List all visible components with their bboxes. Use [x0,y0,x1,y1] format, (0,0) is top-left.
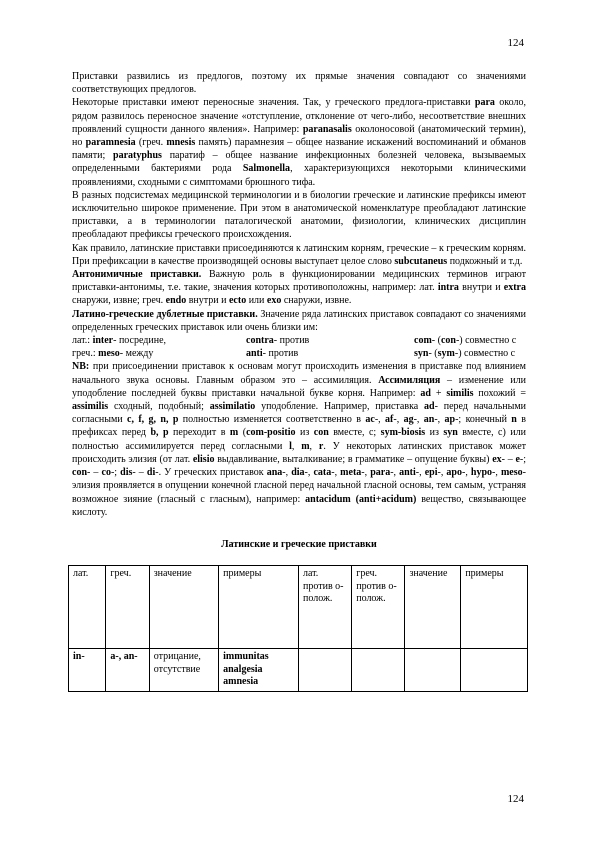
paragraph: Антонимичные приставки. Важную роль в функционировании медицинских терминов играют приставки-антонимы, т.е. такие, значения которых противоположны, например: лат. intra внутри и extra снаружи, извне; греч. endo внутри и ecto или exo снаружи, извне. [72,269,526,307]
table-row [69,649,528,692]
page-number-bottom: 124 [507,793,524,805]
paragraph: Как правило, латинские приставки присоединяются к латинским корням, греческие – к греческим корням. При префиксации в качестве производящей основы выступает целое слово subcutaneus подкожный и т.д. [72,242,526,267]
page-number-top: 124 [507,37,524,49]
paragraph: Латино-греческие дублетные приставки. Значение ряда латинских приставок совпадают со значениями определенных греческих приставок или очень близки им: [72,308,526,333]
table-title: Латинские и греческие приставки [221,538,377,550]
prefix-pair-latin: лат.: inter- посредине, contra- против com- (con-) совместно с [72,335,517,347]
table-header-cell: греч. против о- полож. [352,566,405,649]
table-cell [299,649,352,692]
text-body [72,70,526,692]
table-header-cell: значение [405,566,461,649]
table-header-cell: примеры [219,566,299,649]
table-header-cell: лат. [69,566,106,649]
paragraph-nb: NB: при присоединении приставок к основам могут происходить изменения в приставке под влиянием начального звука основы. Главным образом это – ассимиляция. Ассимиляция – изменение или уподобление последней буквы приставки начальной букве корня. Например: ad + similis похожий = assimilis сходный, подобный; assimilatio уподобление. Например, приставка ad- перед начальными согласными c, f, g, n, p полностью изменяется соответственно в ac-, af-, ag-, an-, ap-; конечный n в префиксах перед b, p переходит в m (com-positio из con вместе, с; sym-biosis из syn вместе, с) или полностью ассимилируется перед согласными l, m, r. У некоторых латинских приставок может происходить элизия (от лат. elisio выдавливание, выталкивание; в грамматике – опущение буквы) ex- – e-; con- – co-; dis- – di-. У греческих приставок ana-, dia-, cata-, meta-, para-, anti-, epi-, apo-, hypo-, meso- элизия проявляется в опущении конечной гласной перед начальной гласной основы, тем самым, устраняя возможное зияние (гласный с гласным), например: antacidum (anti+acidum) вещество, связывающее кислоту. [72,361,527,518]
paragraph: Некоторые приставки имеют переносные значения. Так, у греческого предлога-приставки para около, рядом развилось переносное значение «отступление, отклонение от чего-либо, несоответствие внешних проявлений сущности данного явления». Например: paranasalis околоносовой (анатомический термин), но paramnesia (греч. mnesis память) парамнезия – общее название искажений воспоминаний и обманов памяти; paratyphus паратиф – общее название инфекционных болезней человека, вызываемых определенными бактериями рода Salmonella, характеризующихся некоторыми клиническими проявлениями, сходными с симптомами брюшного тифа. [72,97,527,188]
table-cell [405,649,461,692]
table-header-cell: греч. [106,566,149,649]
prefix-table [68,565,528,692]
table-cell [352,649,405,692]
table-cell [461,649,528,692]
prefix-pair-greek: греч.: meso- между anti- против syn- (sym-) совместно с [72,348,516,360]
table-cell: immunitas analgesia amnesia [219,649,299,692]
paragraph: Приставки развились из предлогов, поэтому их прямые значения совпадают со значениями соответствующих предлогов. [72,71,526,96]
table-header-cell: значение [149,566,218,649]
paragraph: В разных подсистемах медицинской терминологии и в биологии греческие и латинские префиксы имеют исключительно широкое применение. При этом в анатомической номенклатуре преобладают латинские приставки, а в терминологии паталогической анатомии, физиологии, клинических дисциплин преобладают префиксы греческого происхождения. [72,189,526,241]
table-header-cell: лат. против о- полож. [299,566,352,649]
table-header-row [69,566,528,649]
table-cell: in- [69,649,106,692]
table-cell: a-, an- [106,649,149,692]
table-cell: отрицание, отсутствие [149,649,218,692]
table-header-cell: примеры [461,566,528,649]
